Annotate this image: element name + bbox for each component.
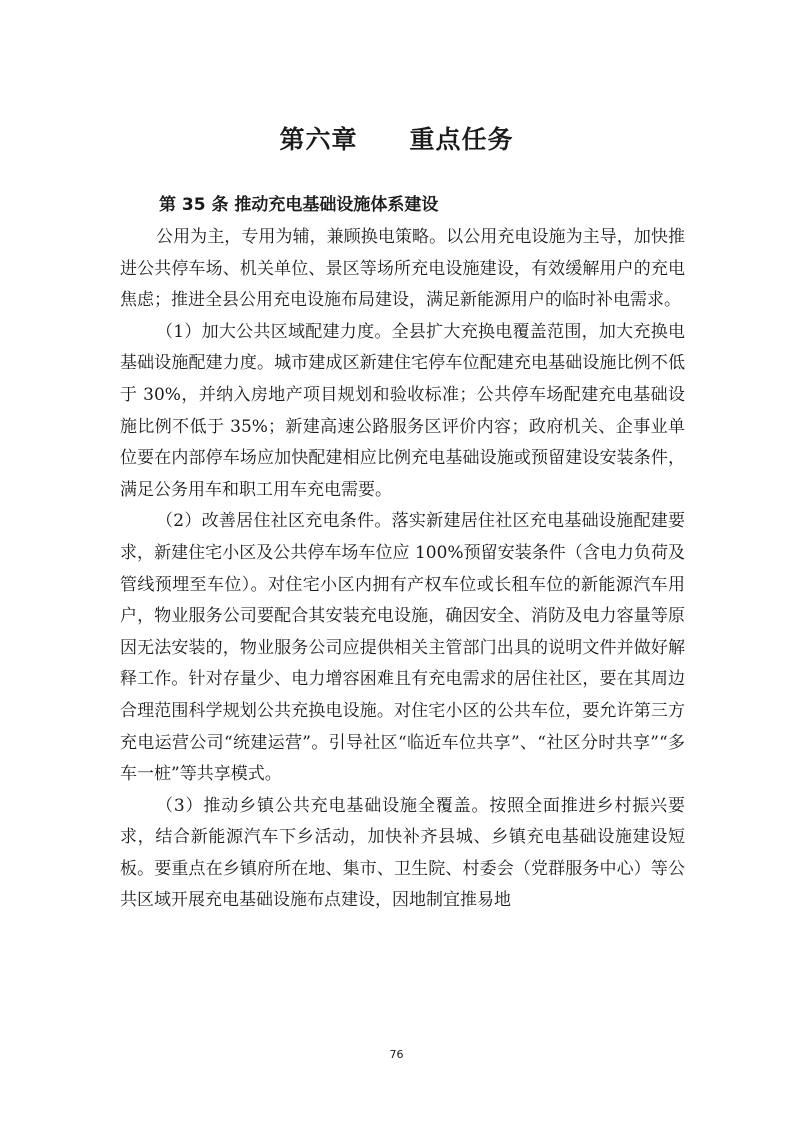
- page-number: 76: [389, 1048, 404, 1061]
- paragraph-item-3: （3）推动乡镇公共充电基础设施全覆盖。按照全面推进乡村振兴要求，结合新能源汽车下乡活动，加快补齐县城、乡镇充电基础设施建设短板。要重点在乡镇府所在地、集市、卫生院、村委会（党群服务中心）等公共区域开展充电基础设施布点建设，因地制宜推易地: [120, 795, 685, 911]
- section-heading: 第 35 条 推动充电基础设施体系建设: [159, 195, 439, 215]
- chapter-title: 第六章 重点任务: [279, 125, 514, 154]
- paragraph-item-2: （2）改善居住社区充电条件。落实新建居住社区充电基础设施配建要求，新建住宅小区及公共停车场车位应 100%预留安装条件（含电力负荷及管线预埋至车位）。对住宅小区内拥有产权车位或长租车位的新能源汽车用户，物业服务公司要配合其安装充电设施，确因安全、消防及电力容量等原因无法安装的，物业服务公司应提供相关主管部门出具的说明文件并做好解释工作。针对存量少、电力增容困难且有充电需求的居住社区，要在其周边合理范围科学规划公共充换电设施。对住宅小区的公共车位，要允许第三方充电运营公司“统建运营”。引导社区“临近车位共享”、“社区分时共享”“多车一桩”等共享模式。: [120, 511, 685, 785]
- paragraph-intro: 公用为主，专用为辅，兼顾换电策略。以公用充电设施为主导，加快推进公共停车场、机关单位、景区等场所充电设施建设，有效缓解用户的充电焦虑；推进全县公用充电设施布局建设，满足新能源用户的临时补电需求。: [120, 227, 685, 311]
- body-text: [120, 222, 685, 917]
- paragraph-item-1: （1）加大公共区域配建力度。全县扩大充换电覆盖范围，加大充换电基础设施配建力度。城市建成区新建住宅停车位配建充电基础设施比例不低于 30%，并纳入房地产项目规划和验收标准；公共停车场配建充电基础设施比例不低于 35%；新建高速公路服务区评价内容；政府机关、企事业单位要在内部停车场应加快配建相应比例充电基础设施或预留建设安装条件，满足公务用车和职工用车充电需要。: [120, 321, 685, 500]
